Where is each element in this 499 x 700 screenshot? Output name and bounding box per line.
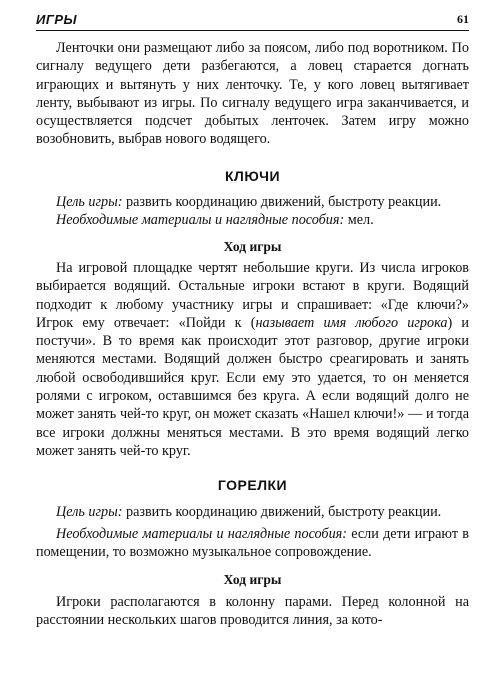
- progress-paragraph-gorelki: Игроки располагаются в колонну парами. Перед колонной на расстоянии нескольких шагов проводится линия, за кото-: [36, 593, 469, 629]
- goal-text: развить координацию движений, быстроту реакции.: [122, 194, 442, 211]
- materials-label: Необходимые материалы и наглядные пособия:: [56, 525, 347, 542]
- progress-text-part1: На игровой площадке чертят небольшие круги. Из числа игроков выбирается водящий. Остальные игроки встают в круги. Водящий подходит к любому участнику игры и спрашивает: «Где ключи?» Игрок ему отвечает: «Пойди к (: [36, 259, 469, 331]
- progress-heading-keys: Ход игры: [223, 238, 282, 254]
- game-goal-gorelki: [36, 503, 469, 521]
- intro-paragraph: Ленточки они размещают либо за поясом, либо под воротником. По сигналу ведущего дети разбегаются, а ловец старается догнать играющих и вытянуть у них ленточку. Те, у кого ловец вытягивает ленту, выбывают из игры. По сигналу ведущего игра заканчивается, и осуществляется подсчет добытых ленточек. Затем игру можно возобновить, выбрав нового водящего.: [36, 40, 469, 148]
- progress-text-part2: ) и постучи». В то время как происходит этот разговор, другие игроки меняются местами. Водящий должен быстро среагировать и занять любой освободившийся круг. Если ему это удается, то он меняется ролями с игроком, оставшимся без круга. А если водящий долго не может занять чей-то круг, он может сказать «Нашел ключи!» — и тогда все игроки должны меняться местами. В это время водящий легко может занять чей-то круг.: [36, 314, 469, 459]
- goal-label: Цель игры:: [56, 194, 123, 211]
- goal-label: Цель игры:: [56, 503, 123, 520]
- progress-heading-gorelki: Ход игры: [223, 572, 282, 588]
- progress-text-italic: называет имя любого игрока: [255, 314, 448, 331]
- page-content: [36, 39, 469, 629]
- page-number: 61: [457, 12, 469, 26]
- game-materials-gorelki: [36, 525, 469, 562]
- materials-text: если дети играют в помещении, то возможно музыкальное сопровождение.: [36, 525, 469, 561]
- game-title-gorelki: ГОРЕЛКИ: [217, 477, 288, 494]
- game-goal-keys: [36, 193, 469, 211]
- game-title-keys: КЛЮЧИ: [224, 167, 281, 184]
- progress-paragraph-keys: [36, 259, 469, 460]
- running-head: [36, 12, 469, 31]
- materials-text: мел.: [344, 212, 374, 229]
- running-title: ИГРЫ: [36, 12, 77, 27]
- materials-label: Необходимые материалы и наглядные пособия:: [56, 212, 345, 229]
- game-materials-keys: [36, 211, 469, 229]
- goal-text: развить координацию движений, быстроту реакции.: [122, 503, 442, 520]
